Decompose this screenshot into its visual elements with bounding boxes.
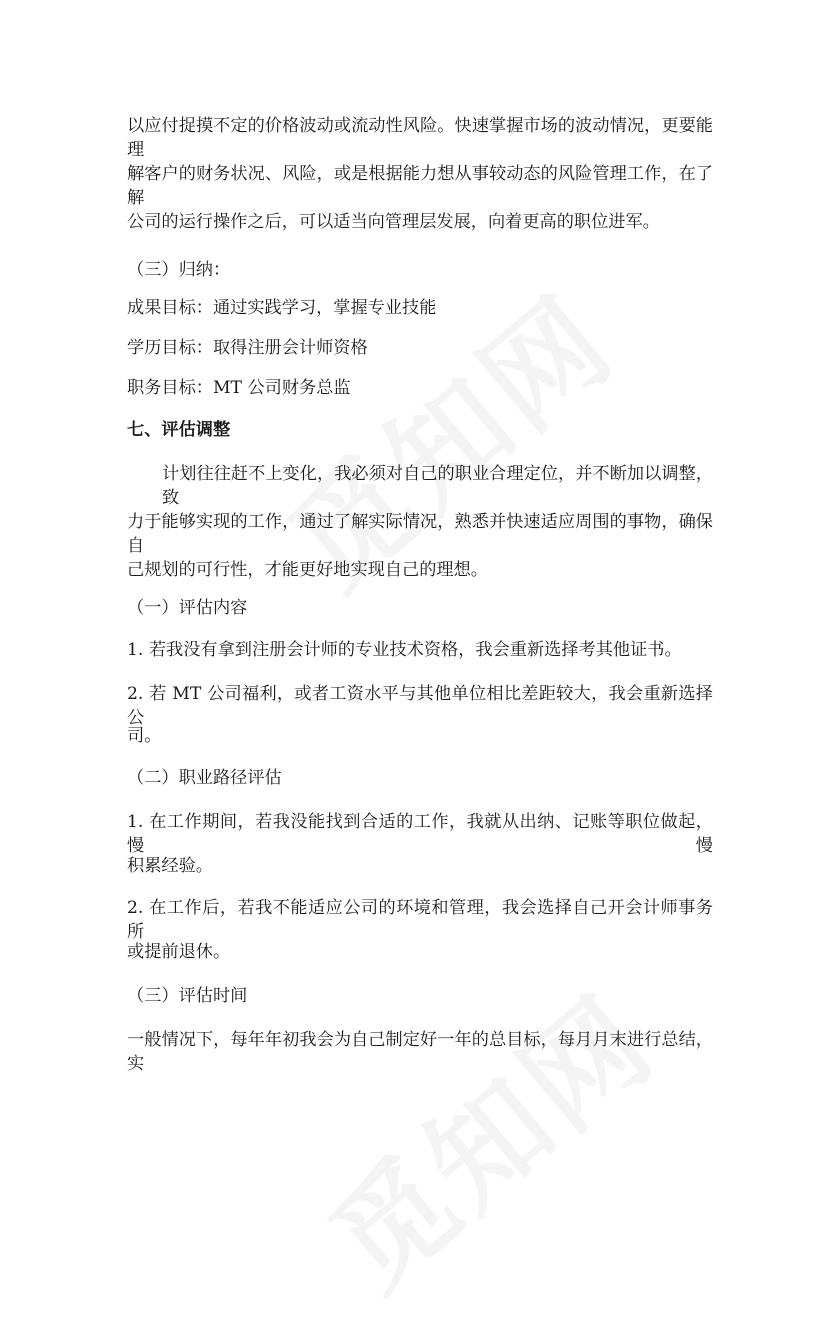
section-subheading: （一）评估内容 — [127, 598, 248, 618]
list-item: 2. 若 MT 公司福利，或者工资水平与其他单位相比差距较大，我会重新选择公 — [127, 684, 713, 728]
paragraph-line: 计划往往赶不上变化，我必须对自己的职业合理定位，并不断加以调整，致 — [162, 464, 713, 508]
list-item-continued: 司。 — [127, 726, 162, 746]
list-item-continued: 或提前退休。 — [127, 942, 231, 962]
section-heading: 七、评估调整 — [127, 420, 231, 440]
list-item: 2. 在工作后，若我不能适应公司的环境和管理，我会选择自己开会计师事务所 — [127, 898, 713, 942]
paragraph-line: 解客户的财务状况、风险，或是根据能力想从事较动态的风险管理工作，在了解 — [127, 164, 713, 208]
list-item: 1. 在工作期间，若我没能找到合适的工作，我就从出纳、记账等职位做起，慢慢 — [127, 812, 713, 856]
goal-line-education: 学历目标：取得注册会计师资格 — [127, 338, 368, 358]
paragraph-line: 一般情况下，每年年初我会为自己制定好一年的总目标，每月月末进行总结，实 — [127, 1030, 713, 1074]
list-item-continued: 积累经验。 — [127, 856, 213, 876]
paragraph-line: 力于能够实现的工作，通过了解实际情况，熟悉并快速适应周围的事物，确保自 — [127, 512, 713, 556]
section-subheading: （三）评估时间 — [127, 986, 248, 1006]
paragraph-line: 己规划的可行性，才能更好地实现自己的理想。 — [127, 560, 488, 580]
section-subheading: （三）归纳： — [127, 260, 231, 280]
goal-line-position: 职务目标：MT 公司财务总监 — [127, 378, 351, 398]
goal-line-outcome: 成果目标：通过实践学习，掌握专业技能 — [127, 298, 437, 318]
section-subheading: （二）职业路径评估 — [127, 768, 282, 788]
paragraph-line: 公司的运行操作之后，可以适当向管理层发展，向着更高的职位进军。 — [127, 212, 660, 232]
list-item: 1. 若我没有拿到注册会计师的专业技术资格，我会重新选择考其他证书。 — [127, 640, 682, 660]
paragraph-line: 以应付捉摸不定的价格波动或流动性风险。快速掌握市场的波动情况，更要能理 — [127, 116, 713, 160]
